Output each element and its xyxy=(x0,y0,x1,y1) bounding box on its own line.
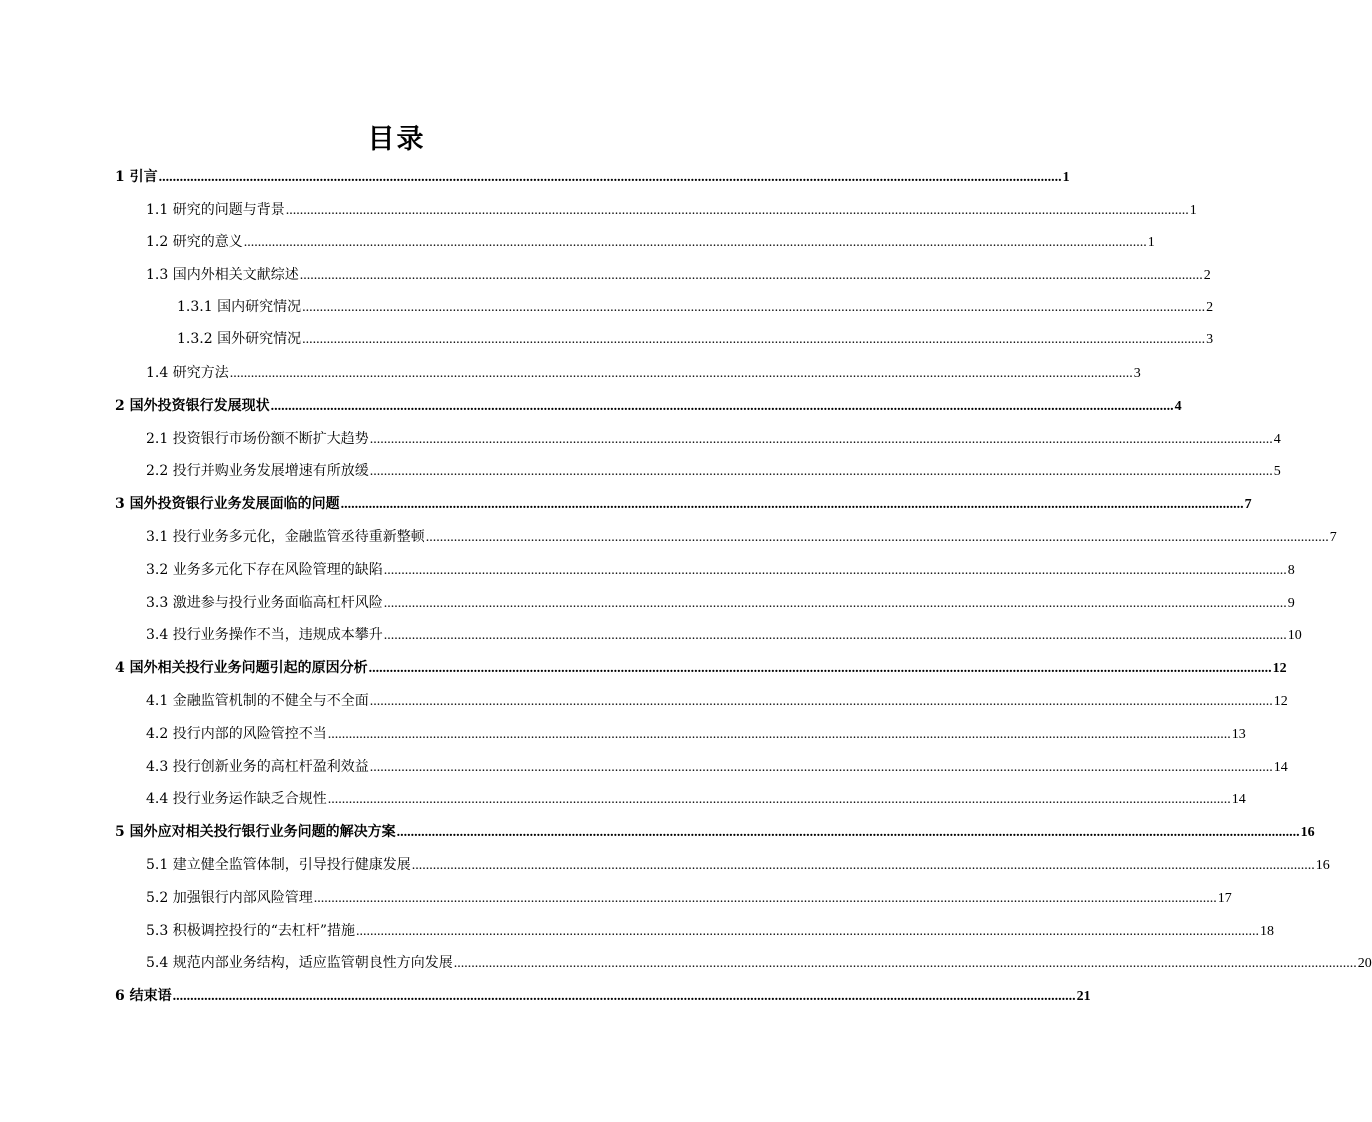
toc-page-number: 1 xyxy=(1147,235,1155,250)
dot-leader: .................................................................................................................................................................................................................................................................. xyxy=(453,956,1357,971)
toc-entry[interactable] xyxy=(146,950,1372,972)
toc-entry[interactable] xyxy=(146,262,1211,284)
dot-leader: .................................................................................................................................................................................................................................................................. xyxy=(369,464,1273,479)
dot-leader: .................................................................................................................................................................................................................................................................. xyxy=(383,563,1287,578)
toc-page-number: 17 xyxy=(1217,891,1232,906)
toc-page-number: 4 xyxy=(1273,432,1281,447)
toc-entry[interactable] xyxy=(146,426,1281,448)
toc-entry[interactable] xyxy=(177,326,1214,348)
toc-entry[interactable] xyxy=(146,197,1197,219)
dot-leader: .................................................................................................................................................................................................................................................................. xyxy=(368,661,1272,676)
page-title: 目录 xyxy=(367,124,426,155)
dot-leader: .................................................................................................................................................................................................................................................................. xyxy=(425,530,1329,545)
toc-page-number: 10 xyxy=(1287,628,1302,643)
toc-entry[interactable] xyxy=(115,393,1182,415)
toc-entry-label: 4.1 金融监管机制的不健全与不全面 xyxy=(146,693,369,709)
toc-page-number: 3 xyxy=(1206,332,1214,347)
toc-entry[interactable] xyxy=(146,721,1246,743)
toc-page-number: 2 xyxy=(1203,268,1211,283)
toc-page-number: 16 xyxy=(1315,858,1330,873)
dot-leader: .................................................................................................................................................................................................................................................................. xyxy=(229,366,1133,381)
toc-entry-label: 2.1 投资银行市场份额不断扩大趋势 xyxy=(146,431,369,447)
dot-leader: .................................................................................................................................................................................................................................................................. xyxy=(396,825,1300,840)
toc-entry-label: 1.2 研究的意义 xyxy=(146,234,243,250)
toc-entry-label: 1.3.1 国内研究情况 xyxy=(177,299,302,315)
dot-leader: .................................................................................................................................................................................................................................................................. xyxy=(327,727,1231,742)
toc-entry-label: 1.1 研究的问题与背景 xyxy=(146,202,285,218)
toc-entry[interactable] xyxy=(146,754,1288,776)
dot-leader: .................................................................................................................................................................................................................................................................. xyxy=(285,203,1189,218)
toc-entry[interactable] xyxy=(146,590,1295,612)
dot-leader: .................................................................................................................................................................................................................................................................. xyxy=(302,300,1206,315)
toc-entry-label: 1.3 国内外相关文献综述 xyxy=(146,267,299,283)
toc-page-number: 18 xyxy=(1260,924,1275,939)
toc-entry[interactable] xyxy=(115,655,1287,677)
toc-entry-label: 6 结束语 xyxy=(115,988,172,1004)
dot-leader: .................................................................................................................................................................................................................................................................. xyxy=(369,694,1273,709)
toc-entry[interactable] xyxy=(115,491,1252,513)
dot-leader: .................................................................................................................................................................................................................................................................. xyxy=(356,924,1260,939)
toc-page-number: 8 xyxy=(1287,563,1295,578)
toc-page-number: 14 xyxy=(1273,760,1288,775)
toc-entry[interactable] xyxy=(146,524,1337,546)
toc-entry[interactable] xyxy=(177,294,1214,316)
toc-entry-label: 5.4 规范内部业务结构，适应监管朝良性方向发展 xyxy=(146,955,453,971)
toc-page-number: 21 xyxy=(1076,989,1091,1004)
toc-entry-label: 3 国外投资银行业务发展面临的问题 xyxy=(115,496,340,512)
toc-entry[interactable] xyxy=(146,360,1141,382)
toc-page-number: 9 xyxy=(1287,596,1295,611)
dot-leader: .................................................................................................................................................................................................................................................................. xyxy=(158,170,1062,185)
dot-leader: .................................................................................................................................................................................................................................................................. xyxy=(383,596,1287,611)
toc-entry-label: 5.1 建立健全监管体制，引导投行健康发展 xyxy=(146,857,411,873)
toc-entry-label: 3.1 投行业务多元化，金融监管丞待重新整顿 xyxy=(146,529,425,545)
toc-entry-label: 1.4 研究方法 xyxy=(146,365,229,381)
toc-entry-label: 5.2 加强银行内部风险管理 xyxy=(146,890,313,906)
toc-entry-label: 5.3 积极调控投行的“去杠杆”措施 xyxy=(146,923,356,939)
toc-entry[interactable] xyxy=(115,983,1091,1005)
toc-entry[interactable] xyxy=(146,229,1155,251)
toc-page-number: 7 xyxy=(1244,497,1252,512)
toc-page-number: 16 xyxy=(1300,825,1315,840)
toc-page-number: 14 xyxy=(1231,792,1246,807)
toc-entry[interactable] xyxy=(146,918,1275,940)
toc-page-number: 2 xyxy=(1206,300,1214,315)
toc-entry-label: 5 国外应对相关投行银行业务问题的解决方案 xyxy=(115,824,396,840)
toc-entry-label: 1.3.2 国外研究情况 xyxy=(177,331,302,347)
toc-entry-label: 1 引言 xyxy=(115,169,158,185)
toc-entry-label: 2.2 投行并购业务发展增速有所放缓 xyxy=(146,463,369,479)
toc-entry-label: 4 国外相关投行业务问题引起的原因分析 xyxy=(115,660,368,676)
dot-leader: .................................................................................................................................................................................................................................................................. xyxy=(340,497,1244,512)
toc-page-number: 1 xyxy=(1062,170,1070,185)
toc-page-number: 3 xyxy=(1133,366,1141,381)
toc-entry[interactable] xyxy=(146,885,1232,907)
dot-leader: .................................................................................................................................................................................................................................................................. xyxy=(369,432,1273,447)
toc-entry-label: 2 国外投资银行发展现状 xyxy=(115,398,270,414)
toc-page-number: 20 xyxy=(1357,956,1372,971)
dot-leader: .................................................................................................................................................................................................................................................................. xyxy=(383,628,1287,643)
toc-page-number: 7 xyxy=(1329,530,1337,545)
toc-page-number: 4 xyxy=(1174,399,1182,414)
toc-page-number: 1 xyxy=(1189,203,1197,218)
toc-page-number: 5 xyxy=(1273,464,1281,479)
toc-entry-label: 4.4 投行业务运作缺乏合规性 xyxy=(146,791,327,807)
dot-leader: .................................................................................................................................................................................................................................................................. xyxy=(243,235,1147,250)
toc-entry[interactable] xyxy=(146,852,1330,874)
toc-entry-label: 4.2 投行内部的风险管控不当 xyxy=(146,726,327,742)
toc-entry-label: 3.2 业务多元化下存在风险管理的缺陷 xyxy=(146,562,383,578)
toc-entry-label: 3.4 投行业务操作不当，违规成本攀升 xyxy=(146,627,383,643)
toc-entry[interactable] xyxy=(146,688,1288,710)
dot-leader: .................................................................................................................................................................................................................................................................. xyxy=(270,399,1174,414)
toc-page-number: 12 xyxy=(1273,694,1288,709)
toc-entry[interactable] xyxy=(115,819,1315,841)
dot-leader: .................................................................................................................................................................................................................................................................. xyxy=(411,858,1315,873)
toc-entry[interactable] xyxy=(146,557,1295,579)
toc-entry[interactable] xyxy=(146,786,1246,808)
dot-leader: .................................................................................................................................................................................................................................................................. xyxy=(327,792,1231,807)
toc-entry[interactable] xyxy=(146,458,1281,480)
dot-leader: .................................................................................................................................................................................................................................................................. xyxy=(172,989,1076,1004)
dot-leader: .................................................................................................................................................................................................................................................................. xyxy=(302,332,1206,347)
toc-entry[interactable] xyxy=(146,622,1302,644)
toc-entry-label: 3.3 激进参与投行业务面临高杠杆风险 xyxy=(146,595,383,611)
toc-page-number: 12 xyxy=(1272,661,1287,676)
dot-leader: .................................................................................................................................................................................................................................................................. xyxy=(299,268,1203,283)
toc-entry-label: 4.3 投行创新业务的高杠杆盈利效益 xyxy=(146,759,369,775)
toc-entry[interactable] xyxy=(115,164,1070,186)
dot-leader: .................................................................................................................................................................................................................................................................. xyxy=(369,760,1273,775)
toc-page-number: 13 xyxy=(1231,727,1246,742)
dot-leader: .................................................................................................................................................................................................................................................................. xyxy=(313,891,1217,906)
